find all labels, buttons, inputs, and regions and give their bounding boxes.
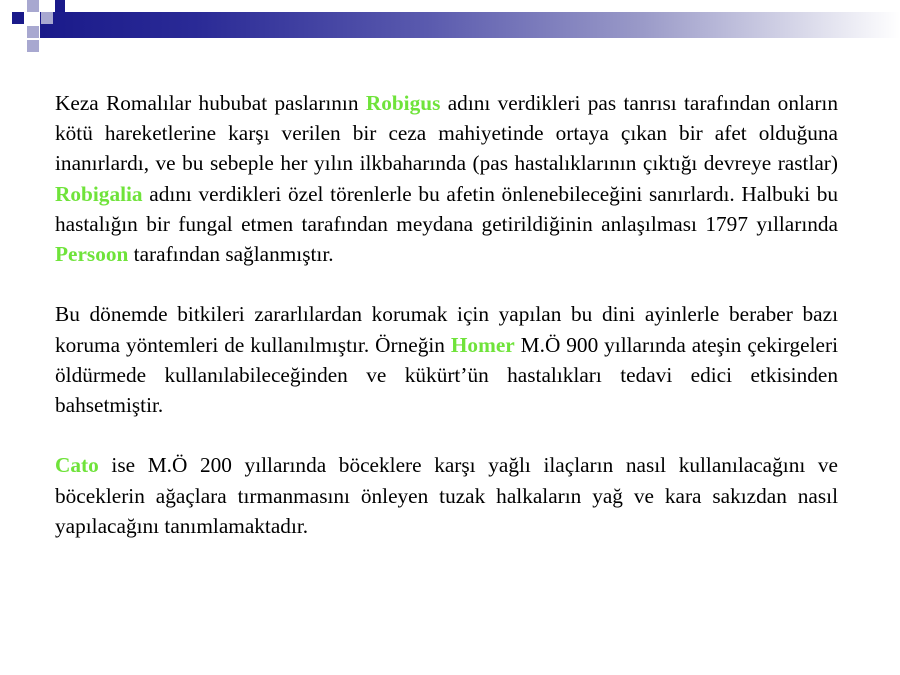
highlighted-term: Persoon: [55, 242, 129, 267]
text-segment: ise M.Ö 200 yıllarında böceklere karşı yağlı ilaçların nasıl kullanılacağını ve böceklerin ağaçlara tırmanmasını önleyen tuzak halkaların yağ ve kara sakızdan nasıl yapılacağını tanımlamaktadır.: [55, 453, 838, 538]
text-body: [55, 88, 838, 571]
decor-square-dark: [12, 12, 24, 24]
text-segment: Bu dönemde bitkileri zararlılardan korumak için yapılan bu dini ayinlerle beraber bazı koruma yöntemleri de kullanılmıştır. Örneğin: [55, 302, 838, 357]
decor-square-light: [41, 12, 53, 24]
decor-square-light: [27, 40, 39, 52]
decor-square-light: [27, 26, 39, 38]
decor-square-light: [27, 0, 39, 12]
decor-square-dark: [55, 0, 65, 12]
text-segment: tarafından sağlanmıştır.: [128, 242, 334, 267]
header-gradient-band: [40, 12, 900, 38]
highlighted-term: Robigalia: [55, 181, 143, 206]
text-segment: Keza Romalılar hububat paslarının: [55, 91, 366, 115]
paragraph: [55, 450, 838, 541]
text-segment: adını verdikleri pas tanrısı tarafından onların kötü hareketlerine karşı verilen bir ceza mahiyetinde ortaya çıkan bir afet olduğuna inanırlardı, ve bu sebeple her yılın ilkbaharında (pas hastalıklarının çıktığı devreye rastlar): [55, 91, 838, 176]
paragraph: [55, 88, 838, 269]
highlighted-term: Cato: [55, 453, 99, 478]
highlighted-term: Robigus: [365, 91, 441, 115]
paragraph: [55, 299, 838, 420]
text-segment: adını verdikleri özel törenlerle bu afetin önlenebileceğini sanırlardı. Halbuki bu hastalığın bir fungal etmen tarafından meydana getirildiğinin anlaşılması 1797 yıllarında: [55, 181, 838, 236]
text-segment: M.Ö 900 yıllarında ateşin çekirgeleri öldürmede kullanılabileceğinden ve kükürt’ün hastalıkları tedavi edici etkisinden bahsetmiştir.: [55, 332, 839, 418]
highlighted-term: Homer: [450, 332, 515, 357]
